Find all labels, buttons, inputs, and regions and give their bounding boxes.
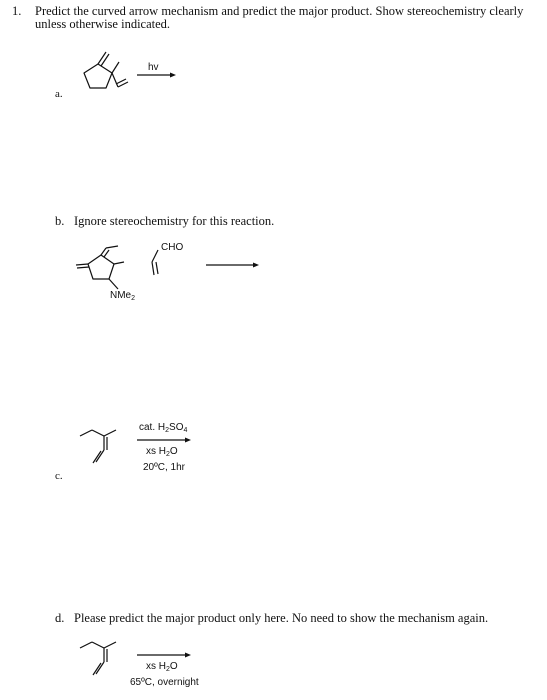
part-c-structure bbox=[80, 430, 116, 463]
part-c-bond-1 bbox=[80, 430, 92, 436]
part-b-label: b. bbox=[55, 214, 65, 228]
water-d-sub: 2 bbox=[166, 666, 170, 673]
part-a-cyclopentane-ring bbox=[84, 64, 112, 88]
part-b-cyclopentane-ring bbox=[88, 255, 114, 279]
part-d-bond-4 bbox=[104, 642, 116, 648]
part-b-exocyclic-double bbox=[104, 250, 109, 257]
water-d-post: O bbox=[169, 661, 178, 672]
part-a-chain-bond-2 bbox=[112, 73, 118, 87]
water-d-pre: xs H bbox=[146, 661, 166, 672]
part-d-arrow-head bbox=[185, 653, 191, 658]
part-d-conditions: 65ºC, overnight bbox=[130, 677, 199, 688]
acid-mid: SO bbox=[169, 422, 184, 433]
part-a-label: a. bbox=[55, 88, 63, 100]
part-a-chain-bond-1 bbox=[112, 62, 119, 73]
part-b-arrow-head bbox=[253, 263, 259, 268]
part-c-bond-4 bbox=[104, 430, 116, 436]
part-b-nitrogen-bond bbox=[109, 279, 118, 289]
question-number: 1. bbox=[12, 4, 22, 18]
part-b-exocyclic-bond bbox=[101, 248, 106, 255]
part-d-reaction-arrow bbox=[137, 653, 191, 658]
part-a-methylene-bond bbox=[98, 52, 106, 64]
part-c-bond-2 bbox=[92, 430, 104, 436]
water-pre: xs H bbox=[146, 446, 166, 457]
part-d-structure bbox=[80, 642, 116, 675]
question-prompt-line-2: unless otherwise indicated. bbox=[35, 17, 171, 31]
water-post: O bbox=[169, 446, 178, 457]
part-b-vinyl-1 bbox=[106, 246, 118, 248]
acid-pre: cat. H bbox=[139, 422, 166, 433]
part-a-structure bbox=[84, 52, 128, 88]
acrolein-c2-double bbox=[156, 262, 158, 274]
part-c-conditions: 20ºC, 1hr bbox=[143, 462, 186, 473]
acid-sub-2: 4 bbox=[183, 427, 188, 434]
part-b-vinyl-2 bbox=[114, 262, 124, 264]
part-b-ring-double bbox=[76, 264, 88, 265]
part-b-ring-double-2 bbox=[77, 267, 89, 268]
nme2-subscript: 2 bbox=[131, 295, 136, 302]
part-b-reaction-arrow bbox=[206, 263, 259, 268]
acid-sub-1: 2 bbox=[165, 427, 170, 434]
part-d-label: d. bbox=[55, 611, 65, 625]
part-d-bond-2 bbox=[92, 642, 104, 648]
part-b-enamine-structure bbox=[76, 246, 124, 289]
part-b-acrolein-structure bbox=[152, 250, 158, 275]
part-d-bond-1 bbox=[80, 642, 92, 648]
part-a-reagent-hv: hv bbox=[148, 62, 159, 73]
water-sub: 2 bbox=[166, 451, 170, 458]
nme2-main: NMe bbox=[110, 290, 132, 301]
acrolein-c1 bbox=[152, 250, 158, 262]
part-b-instruction: Ignore stereochemistry for this reaction. bbox=[74, 214, 275, 228]
part-c-arrow-head bbox=[185, 438, 191, 443]
part-c-label: c. bbox=[55, 470, 63, 482]
part-b-cho-label: CHO bbox=[161, 242, 184, 253]
part-a-arrow-head bbox=[170, 73, 176, 78]
part-c-reaction-arrow bbox=[137, 438, 191, 443]
acrolein-c2 bbox=[152, 262, 154, 275]
part-a-methylene-double bbox=[101, 54, 109, 66]
part-d-instruction: Please predict the major product only here. No need to show the mechanism again. bbox=[74, 611, 489, 625]
part-a-reaction-arrow bbox=[137, 73, 176, 78]
question-prompt-line-1: Predict the curved arrow mechanism and predict the major product. Show stereochemistry clearly bbox=[35, 4, 524, 18]
